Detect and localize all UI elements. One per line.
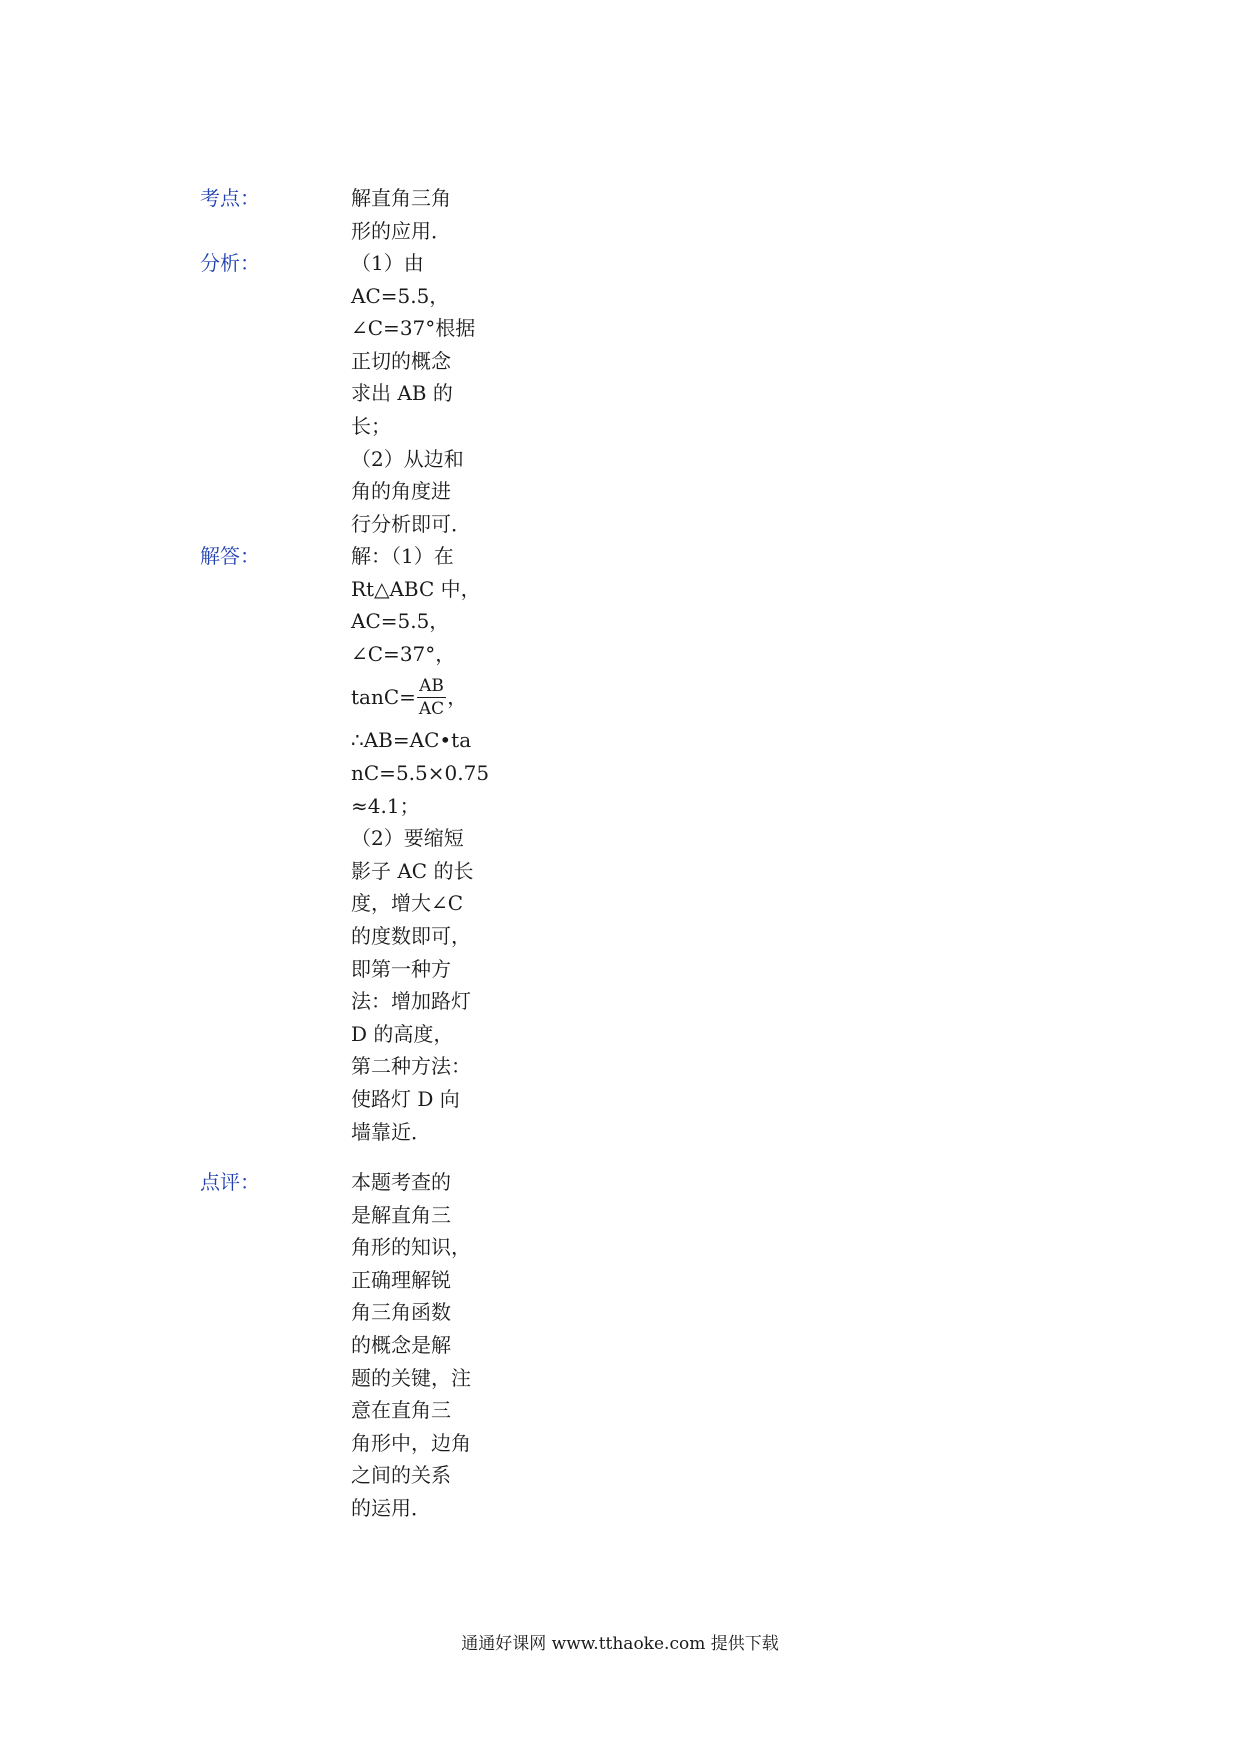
section-label: 解答： xyxy=(200,544,260,568)
section-body xyxy=(351,1166,491,1525)
fraction xyxy=(417,676,446,719)
page-footer: 通通好课网 www.tthaoke.com 提供下载 xyxy=(461,1634,779,1654)
text-line: AC=5.5， xyxy=(351,283,450,308)
text-line: 墙靠近． xyxy=(351,1119,431,1144)
text-line: 即第一种方 xyxy=(351,956,451,981)
text-line: 行分析即可． xyxy=(351,511,471,536)
text-line: ≈4.1； xyxy=(351,793,420,818)
text-line: ∠C=37°， xyxy=(351,641,456,666)
text-line: 影子 AC 的长 xyxy=(351,858,474,883)
text-line: 意在直角三 xyxy=(351,1398,451,1423)
text-line: 角三角函数 xyxy=(351,1300,451,1325)
section-body xyxy=(351,182,491,247)
text-line: 形的应用． xyxy=(351,218,451,243)
formula-line xyxy=(351,670,491,724)
text-line: 角形中，边角 xyxy=(351,1430,471,1455)
text-line: nC=5.5×0.75 xyxy=(351,760,490,785)
text-line: （2）要缩短 xyxy=(351,826,464,851)
text-line: （1）由 xyxy=(351,251,424,275)
text-line: 正切的概念 xyxy=(351,348,451,373)
text-line: ∴AB=AC•ta xyxy=(351,728,472,753)
text-line: 的概念是解 xyxy=(351,1332,451,1357)
text-line: 是解直角三 xyxy=(351,1202,451,1227)
text-line: 之间的关系 xyxy=(351,1463,451,1488)
fraction-numerator: AB xyxy=(419,675,444,696)
formula-suffix: ， xyxy=(447,685,468,710)
section-label: 分析： xyxy=(200,251,260,275)
text-line: Rt△ABC 中， xyxy=(351,576,481,601)
text-line: 求出 AB 的 xyxy=(351,381,453,406)
text-line: D 的高度， xyxy=(351,1021,454,1046)
text-line: （2）从边和 xyxy=(351,446,464,471)
text-line: AC=5.5， xyxy=(351,609,450,634)
text-line: 的运用． xyxy=(351,1495,431,1520)
text-line: 角的角度进 xyxy=(351,479,451,504)
text-line: 的度数即可， xyxy=(351,923,471,948)
text-line: 角形的知识， xyxy=(351,1235,471,1260)
text-line: 解：（1）在 xyxy=(351,544,454,568)
section-label: 点评： xyxy=(200,1170,260,1194)
text-line: 使路灯 D 向 xyxy=(351,1086,460,1111)
text-line: 度，增大∠C xyxy=(351,891,464,916)
formula-prefix: tanC= xyxy=(351,685,416,710)
section-label: 考点： xyxy=(200,186,260,210)
section-body xyxy=(351,247,491,540)
text-line: 本题考查的 xyxy=(351,1170,451,1194)
text-line: 长； xyxy=(351,413,391,438)
text-line: 题的关键，注 xyxy=(351,1365,471,1390)
text-line: 第二种方法： xyxy=(351,1054,471,1079)
text-line: 正确理解锐 xyxy=(351,1267,451,1292)
fraction-denominator: AC xyxy=(418,698,445,719)
text-line: 法：增加路灯 xyxy=(351,989,471,1014)
text-line: 解直角三角 xyxy=(351,186,451,210)
text-line: ∠C=37°根据 xyxy=(351,316,476,341)
section-body xyxy=(351,540,491,1148)
